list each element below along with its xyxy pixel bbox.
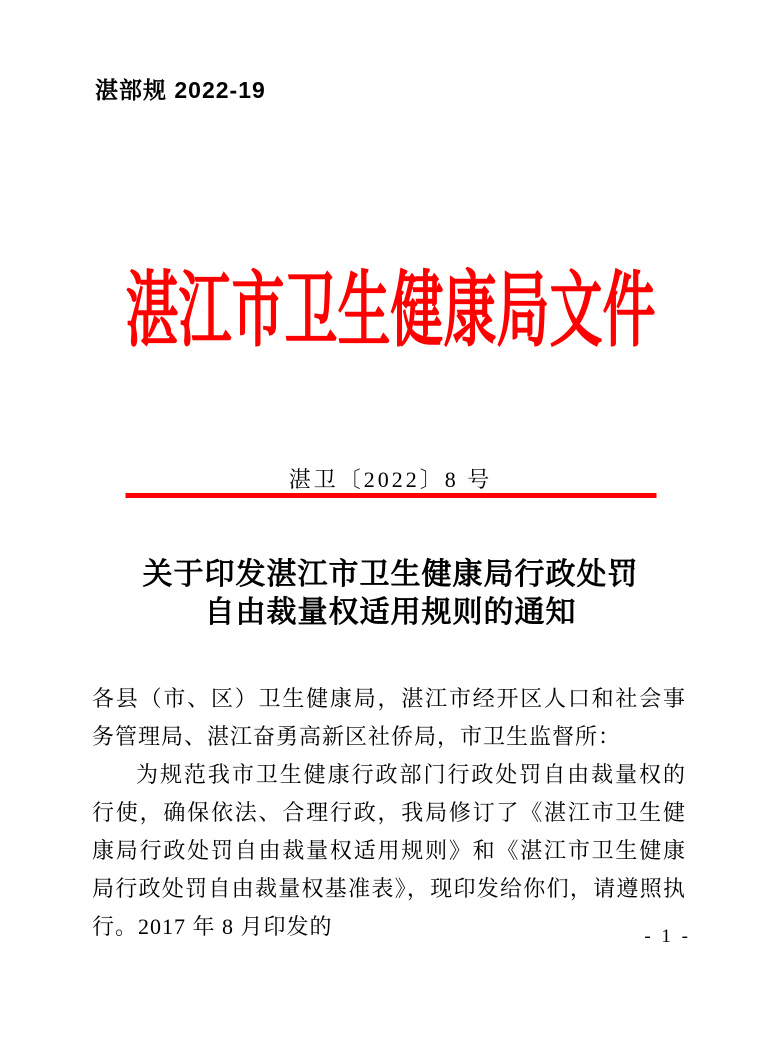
notice-title-line1: 关于印发湛江市卫生健康局行政处罚 <box>142 558 639 591</box>
page-number: - 1 - <box>644 926 691 947</box>
doc-number: 湛卫〔2022〕8 号 <box>288 467 493 492</box>
red-header <box>0 267 781 358</box>
notice-title <box>0 556 781 632</box>
recipients-paragraph: 各县（市、区）卫生健康局，湛江市经开区人口和社会事务管理局、湛江奋勇高新区社侨局，市卫生监督所： <box>92 686 686 749</box>
red-divider-line <box>125 493 656 498</box>
doc-class-label: 湛部规 2022-19 <box>95 77 266 103</box>
body-paragraph: 为规范我市卫生健康行政部门行政处罚自由裁量权的行使，确保依法、合理行政，我局修订了《湛江市卫生健康局行政处罚自由裁量权适用规则》和《湛江市卫生健康局行政处罚自由裁量权基准表》，现印发给你们，请遵照执行。2017 年 8 月印发的 <box>92 762 686 939</box>
red-header-title: 湛江市卫生健康局文件 <box>125 267 656 358</box>
body-text <box>92 680 686 946</box>
notice-title-line2: 自由裁量权适用规则的通知 <box>204 596 577 629</box>
